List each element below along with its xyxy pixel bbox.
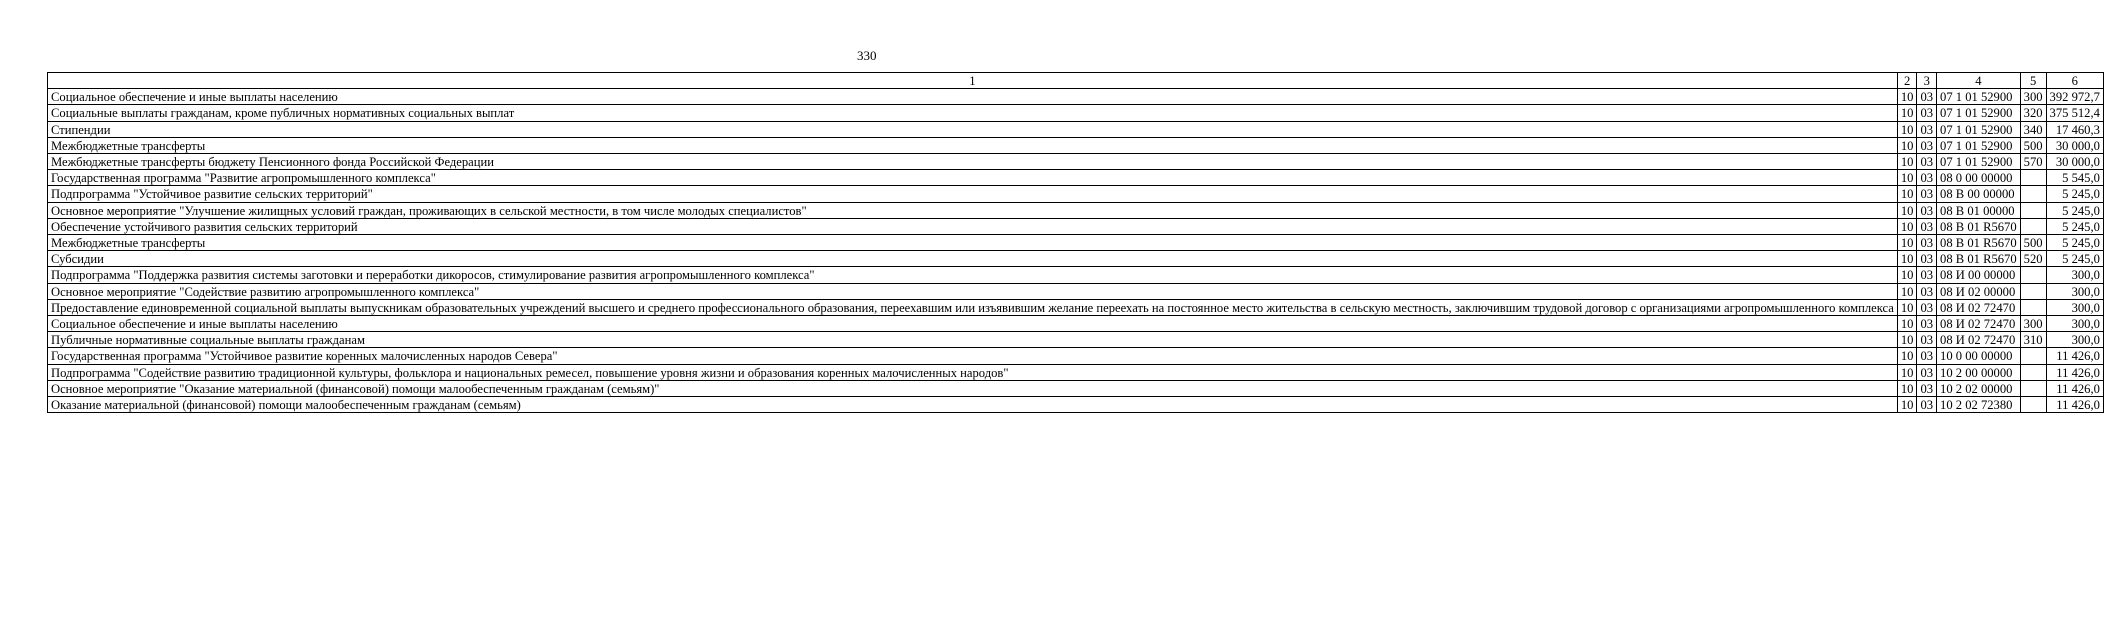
cell-amount: 11 426,0 bbox=[2046, 380, 2103, 396]
cell-section: 10 bbox=[1897, 121, 1917, 137]
cell-amount: 5 245,0 bbox=[2046, 218, 2103, 234]
cell-name: Социальное обеспечение и иные выплаты населению bbox=[48, 316, 1898, 332]
cell-target-item: 08 И 00 00000 bbox=[1937, 267, 2021, 283]
cell-expense-type bbox=[2020, 348, 2046, 364]
cell-subsection: 03 bbox=[1917, 316, 1937, 332]
table-row bbox=[48, 121, 2104, 137]
cell-subsection: 03 bbox=[1917, 202, 1937, 218]
cell-subsection: 03 bbox=[1917, 89, 1937, 105]
cell-expense-type bbox=[2020, 186, 2046, 202]
cell-target-item: 10 2 02 00000 bbox=[1937, 380, 2021, 396]
cell-subsection: 03 bbox=[1917, 364, 1937, 380]
cell-section: 10 bbox=[1897, 170, 1917, 186]
table-row bbox=[48, 316, 2104, 332]
page-number: 330 bbox=[857, 48, 877, 63]
table-header-row bbox=[48, 73, 2104, 89]
cell-name: Государственная программа "Развитие агропромышленного комплекса" bbox=[48, 170, 1898, 186]
budget-table bbox=[47, 72, 2104, 413]
table-body bbox=[48, 89, 2104, 413]
cell-expense-type bbox=[2020, 299, 2046, 315]
cell-expense-type bbox=[2020, 170, 2046, 186]
cell-expense-type bbox=[2020, 397, 2046, 413]
cell-target-item: 10 2 02 72380 bbox=[1937, 397, 2021, 413]
table-row bbox=[48, 137, 2104, 153]
cell-name: Стипендии bbox=[48, 121, 1898, 137]
cell-amount: 11 426,0 bbox=[2046, 348, 2103, 364]
cell-amount: 17 460,3 bbox=[2046, 121, 2103, 137]
table-row bbox=[48, 348, 2104, 364]
cell-section: 10 bbox=[1897, 89, 1917, 105]
cell-section: 10 bbox=[1897, 235, 1917, 251]
cell-name: Субсидии bbox=[48, 251, 1898, 267]
cell-subsection: 03 bbox=[1917, 218, 1937, 234]
cell-expense-type bbox=[2020, 202, 2046, 218]
cell-name: Подпрограмма "Устойчивое развитие сельских территорий" bbox=[48, 186, 1898, 202]
cell-section: 10 bbox=[1897, 299, 1917, 315]
cell-section: 10 bbox=[1897, 251, 1917, 267]
cell-subsection: 03 bbox=[1917, 154, 1937, 170]
cell-subsection: 03 bbox=[1917, 137, 1937, 153]
cell-expense-type: 300 bbox=[2020, 316, 2046, 332]
cell-expense-type bbox=[2020, 283, 2046, 299]
cell-amount: 30 000,0 bbox=[2046, 154, 2103, 170]
cell-target-item: 08 В 01 R5670 bbox=[1937, 251, 2021, 267]
cell-amount: 300,0 bbox=[2046, 299, 2103, 315]
cell-target-item: 07 1 01 52900 bbox=[1937, 154, 2021, 170]
cell-expense-type: 520 bbox=[2020, 251, 2046, 267]
cell-expense-type: 570 bbox=[2020, 154, 2046, 170]
cell-section: 10 bbox=[1897, 348, 1917, 364]
cell-name: Социальное обеспечение и иные выплаты населению bbox=[48, 89, 1898, 105]
table-row bbox=[48, 202, 2104, 218]
cell-expense-type: 500 bbox=[2020, 235, 2046, 251]
cell-subsection: 03 bbox=[1917, 170, 1937, 186]
cell-section: 10 bbox=[1897, 202, 1917, 218]
cell-section: 10 bbox=[1897, 283, 1917, 299]
cell-expense-type bbox=[2020, 218, 2046, 234]
header-col-amount: 6 bbox=[2046, 73, 2103, 89]
cell-name: Подпрограмма "Поддержка развития системы заготовки и переработки дикоросов, стимулирование развития агропромышленного комплекса" bbox=[48, 267, 1898, 283]
cell-name: Оказание материальной (финансовой) помощи малообеспеченным гражданам (семьям) bbox=[48, 397, 1898, 413]
table-row bbox=[48, 251, 2104, 267]
cell-amount: 5 545,0 bbox=[2046, 170, 2103, 186]
table-row bbox=[48, 170, 2104, 186]
header-col-subsection: 3 bbox=[1917, 73, 1937, 89]
cell-target-item: 07 1 01 52900 bbox=[1937, 105, 2021, 121]
cell-expense-type: 340 bbox=[2020, 121, 2046, 137]
header-col-expense-type: 5 bbox=[2020, 73, 2046, 89]
cell-subsection: 03 bbox=[1917, 251, 1937, 267]
cell-section: 10 bbox=[1897, 364, 1917, 380]
cell-amount: 300,0 bbox=[2046, 267, 2103, 283]
cell-amount: 375 512,4 bbox=[2046, 105, 2103, 121]
cell-expense-type bbox=[2020, 380, 2046, 396]
cell-amount: 5 245,0 bbox=[2046, 202, 2103, 218]
header-col-section: 2 bbox=[1897, 73, 1917, 89]
cell-target-item: 08 И 02 72470 bbox=[1937, 316, 2021, 332]
cell-section: 10 bbox=[1897, 397, 1917, 413]
cell-target-item: 08 В 01 00000 bbox=[1937, 202, 2021, 218]
cell-amount: 5 245,0 bbox=[2046, 186, 2103, 202]
cell-target-item: 08 В 01 R5670 bbox=[1937, 235, 2021, 251]
cell-section: 10 bbox=[1897, 186, 1917, 202]
table-row bbox=[48, 218, 2104, 234]
cell-subsection: 03 bbox=[1917, 105, 1937, 121]
cell-expense-type: 300 bbox=[2020, 89, 2046, 105]
table-row bbox=[48, 154, 2104, 170]
cell-name: Основное мероприятие "Оказание материальной (финансовой) помощи малообеспеченным гражданам (семьям)" bbox=[48, 380, 1898, 396]
cell-target-item: 08 И 02 72470 bbox=[1937, 299, 2021, 315]
cell-section: 10 bbox=[1897, 267, 1917, 283]
cell-target-item: 08 0 00 00000 bbox=[1937, 170, 2021, 186]
cell-target-item: 08 И 02 72470 bbox=[1937, 332, 2021, 348]
table-row bbox=[48, 186, 2104, 202]
cell-expense-type: 310 bbox=[2020, 332, 2046, 348]
cell-subsection: 03 bbox=[1917, 186, 1937, 202]
cell-subsection: 03 bbox=[1917, 380, 1937, 396]
cell-amount: 392 972,7 bbox=[2046, 89, 2103, 105]
cell-amount: 11 426,0 bbox=[2046, 397, 2103, 413]
cell-name: Основное мероприятие "Содействие развитию агропромышленного комплекса" bbox=[48, 283, 1898, 299]
cell-subsection: 03 bbox=[1917, 348, 1937, 364]
cell-subsection: 03 bbox=[1917, 332, 1937, 348]
cell-amount: 11 426,0 bbox=[2046, 364, 2103, 380]
table-row bbox=[48, 235, 2104, 251]
cell-target-item: 07 1 01 52900 bbox=[1937, 121, 2021, 137]
cell-target-item: 08 В 01 R5670 bbox=[1937, 218, 2021, 234]
table-row bbox=[48, 380, 2104, 396]
table-row bbox=[48, 397, 2104, 413]
cell-amount: 300,0 bbox=[2046, 316, 2103, 332]
cell-subsection: 03 bbox=[1917, 299, 1937, 315]
cell-expense-type bbox=[2020, 364, 2046, 380]
table-row bbox=[48, 332, 2104, 348]
cell-section: 10 bbox=[1897, 218, 1917, 234]
cell-subsection: 03 bbox=[1917, 283, 1937, 299]
cell-target-item: 10 2 00 00000 bbox=[1937, 364, 2021, 380]
cell-target-item: 08 В 00 00000 bbox=[1937, 186, 2021, 202]
cell-subsection: 03 bbox=[1917, 397, 1937, 413]
cell-name: Обеспечение устойчивого развития сельских территорий bbox=[48, 218, 1898, 234]
cell-target-item: 07 1 01 52900 bbox=[1937, 89, 2021, 105]
cell-section: 10 bbox=[1897, 137, 1917, 153]
table-row bbox=[48, 299, 2104, 315]
cell-name: Основное мероприятие "Улучшение жилищных условий граждан, проживающих в сельской местности, в том числе молодых специалистов" bbox=[48, 202, 1898, 218]
cell-name: Подпрограмма "Содействие развитию традиционной культуры, фольклора и национальных ремесел, повышение уровня жизни и образования коренных малочисленных народов" bbox=[48, 364, 1898, 380]
cell-amount: 5 245,0 bbox=[2046, 235, 2103, 251]
cell-target-item: 10 0 00 00000 bbox=[1937, 348, 2021, 364]
cell-subsection: 03 bbox=[1917, 121, 1937, 137]
cell-amount: 30 000,0 bbox=[2046, 137, 2103, 153]
cell-name: Социальные выплаты гражданам, кроме публичных нормативных социальных выплат bbox=[48, 105, 1898, 121]
cell-target-item: 07 1 01 52900 bbox=[1937, 137, 2021, 153]
cell-expense-type bbox=[2020, 267, 2046, 283]
table-row bbox=[48, 283, 2104, 299]
table-row bbox=[48, 89, 2104, 105]
cell-name: Публичные нормативные социальные выплаты гражданам bbox=[48, 332, 1898, 348]
cell-name: Межбюджетные трансферты bbox=[48, 235, 1898, 251]
cell-section: 10 bbox=[1897, 154, 1917, 170]
cell-name: Предоставление единовременной социальной выплаты выпускникам образовательных учреждений высшего и среднего профессионального образования, переехавшим или изъявившим желание переехать на постоянное место жительства в сельскую местность, заключившим трудовой договор с организациями агропромышленного комплекса bbox=[48, 299, 1898, 315]
cell-name: Межбюджетные трансферты bbox=[48, 137, 1898, 153]
cell-name: Межбюджетные трансферты бюджету Пенсионного фонда Российской Федерации bbox=[48, 154, 1898, 170]
cell-name: Государственная программа "Устойчивое развитие коренных малочисленных народов Севера" bbox=[48, 348, 1898, 364]
cell-section: 10 bbox=[1897, 105, 1917, 121]
cell-expense-type: 320 bbox=[2020, 105, 2046, 121]
cell-amount: 300,0 bbox=[2046, 332, 2103, 348]
cell-subsection: 03 bbox=[1917, 235, 1937, 251]
cell-subsection: 03 bbox=[1917, 267, 1937, 283]
table-row bbox=[48, 105, 2104, 121]
cell-section: 10 bbox=[1897, 380, 1917, 396]
cell-target-item: 08 И 02 00000 bbox=[1937, 283, 2021, 299]
cell-amount: 300,0 bbox=[2046, 283, 2103, 299]
cell-expense-type: 500 bbox=[2020, 137, 2046, 153]
cell-section: 10 bbox=[1897, 316, 1917, 332]
header-col-target-item: 4 bbox=[1937, 73, 2021, 89]
cell-section: 10 bbox=[1897, 332, 1917, 348]
table-row bbox=[48, 267, 2104, 283]
header-col-name: 1 bbox=[48, 73, 1898, 89]
cell-amount: 5 245,0 bbox=[2046, 251, 2103, 267]
table-row bbox=[48, 364, 2104, 380]
